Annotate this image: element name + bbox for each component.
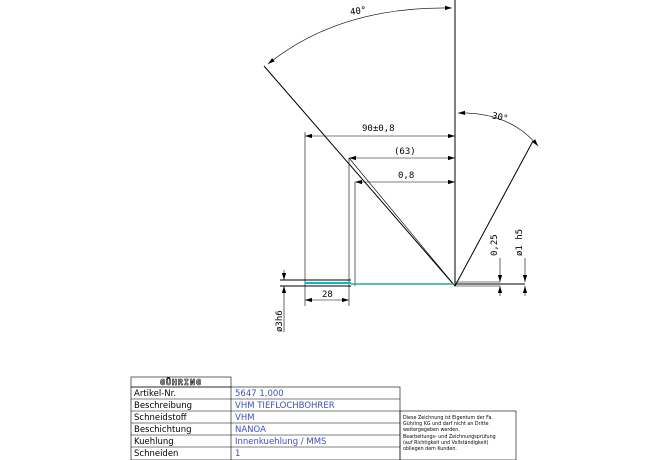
- row-label-schneidstoff: Schneidstoff: [134, 413, 187, 423]
- row-label-beschichtung: Beschichtung: [134, 425, 192, 435]
- row-value-schneiden: 1: [235, 449, 241, 459]
- row-value-artikel-nr: 5647 1,000: [235, 389, 284, 399]
- row-label-schneiden: Schneiden: [134, 449, 179, 459]
- dim-ref-length-label: (63): [394, 147, 416, 157]
- row-value-schneidstoff: VHM: [235, 413, 255, 423]
- dim-tip-diameter-label: ø1 h5: [515, 228, 525, 256]
- row-value-beschreibung: VHM TIEFLOCHBOHRER: [235, 401, 335, 411]
- copyright-line: Gühring KG und darf nicht an Dritte: [403, 422, 489, 427]
- angle-30-label: 30°: [490, 111, 509, 125]
- dim-tip-length-label: 0,8: [398, 171, 415, 181]
- angle-30-leg-line: [455, 141, 533, 286]
- dim-shank-length-label: 28: [322, 290, 333, 300]
- row-label-beschreibung: Beschreibung: [134, 401, 193, 411]
- row-label-kuehlung: Kuehlung: [134, 437, 174, 447]
- copyright-line: (auf Richtigkeit und Vollständigkeit): [403, 441, 489, 446]
- dim-total-length-label: 90±0,8: [362, 124, 395, 134]
- copyright-line: Bearbeitungs- und Zeichnungsprüfung: [403, 435, 496, 440]
- dim-shank-diameter-label: ø3h6: [275, 310, 285, 332]
- title-block: [131, 377, 516, 460]
- row-value-kuehlung: Innenkuehlung / MMS: [235, 437, 327, 447]
- angle-40-label: 40°: [349, 5, 368, 18]
- copyright-line: obliegen dem Kunden.: [403, 447, 457, 452]
- row-label-artikel-nr: Artikel-Nr.: [134, 389, 177, 399]
- guehring-logo: GÜHRING: [159, 378, 203, 387]
- row-value-beschichtung: NANOA: [235, 425, 266, 435]
- dim-step-label: 0,25: [490, 234, 500, 256]
- copyright-line: weitergegeben werden.: [403, 428, 460, 433]
- angle-40-leg-line: [264, 66, 455, 286]
- copyright-line: Diese Zeichnung ist Eigentum der Fa.: [403, 416, 493, 421]
